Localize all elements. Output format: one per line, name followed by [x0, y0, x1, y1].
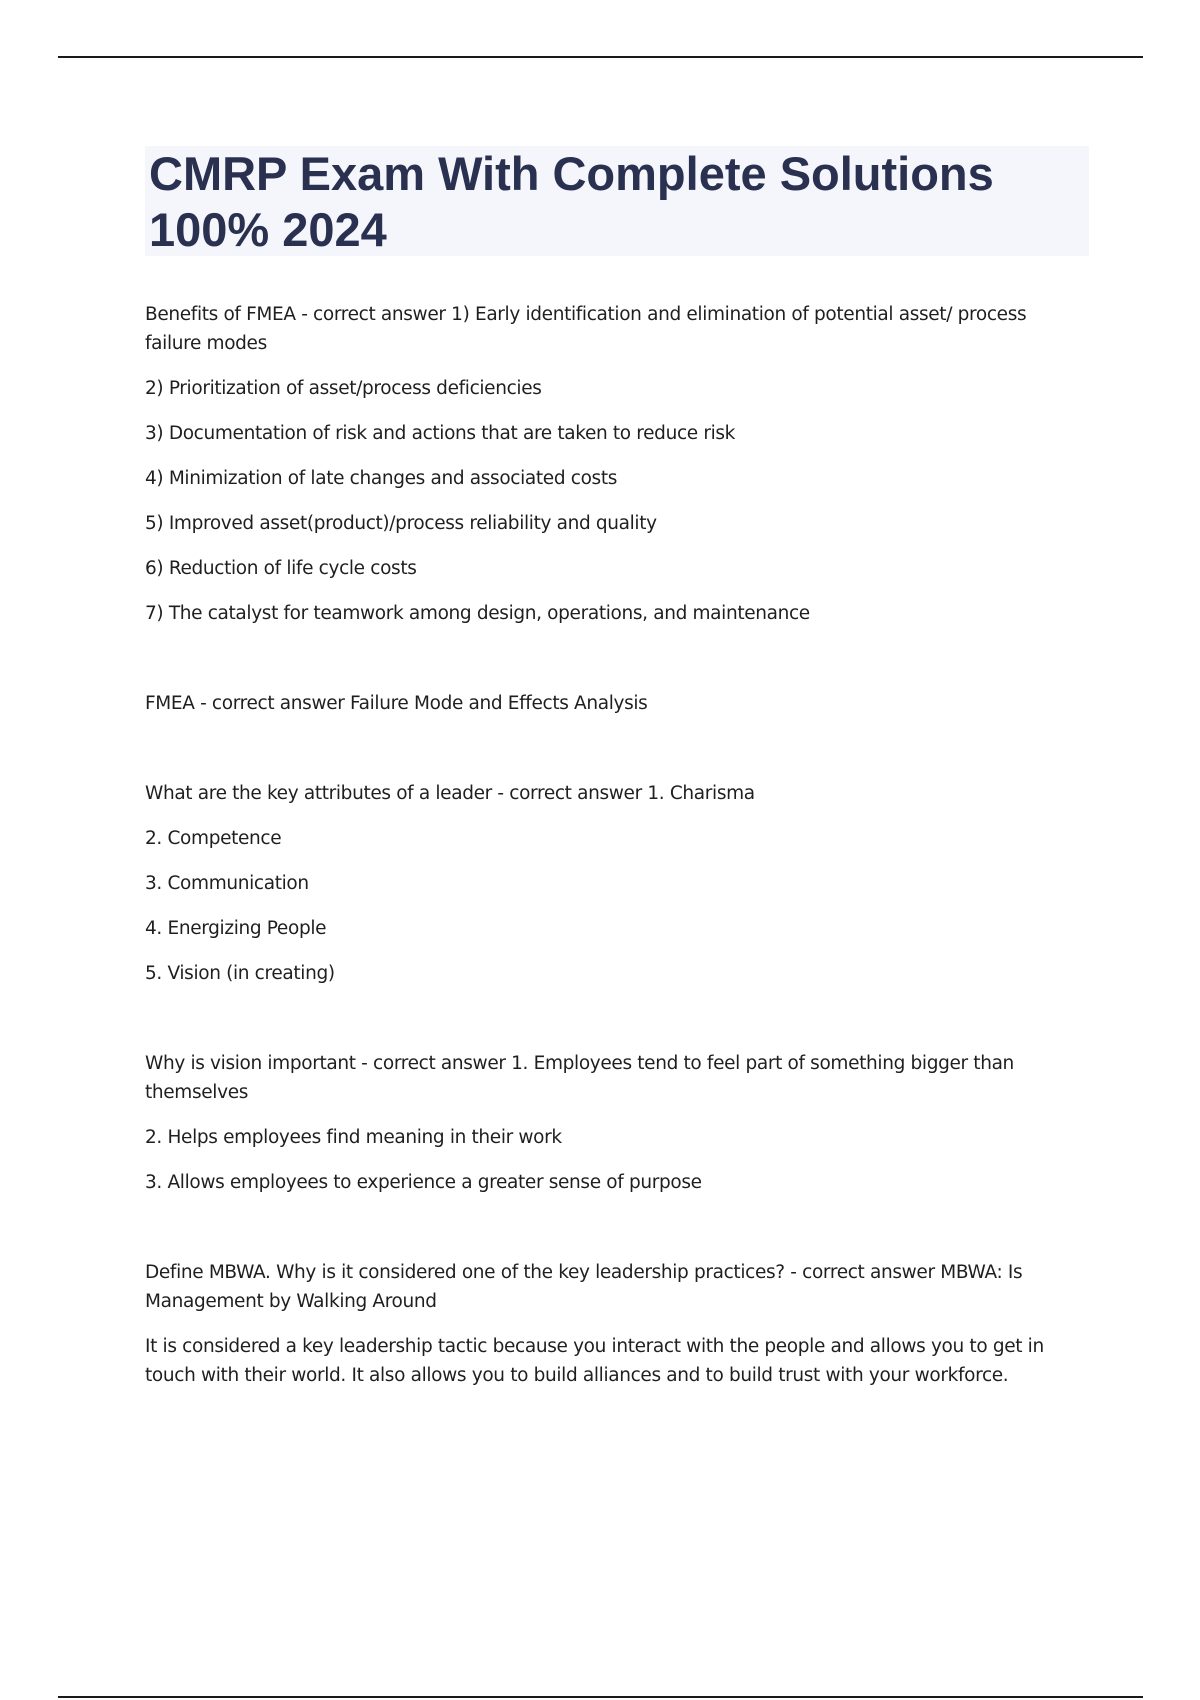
qa-line: 7) The catalyst for teamwork among design, operations, and maintenance: [145, 603, 810, 624]
qa-line: What are the key attributes of a leader - correct answer 1. Charisma: [145, 783, 755, 804]
qa-line: Benefits of FMEA - correct answer 1) Early identification and elimination of potential asset/ process failure modes: [145, 304, 1027, 354]
qa-line: 4. Energizing People: [145, 918, 327, 939]
qa-block-leader-attributes: [145, 779, 1065, 988]
qa-line: 3. Allows employees to experience a greater sense of purpose: [145, 1172, 702, 1193]
qa-block-mbwa: [145, 1258, 1065, 1390]
bottom-rule: [58, 1696, 1143, 1698]
document-body: [145, 300, 1065, 1390]
qa-line: 2. Competence: [145, 828, 282, 849]
qa-line: 5. Vision (in creating): [145, 963, 335, 984]
qa-line: 5) Improved asset(product)/process reliability and quality: [145, 513, 657, 534]
qa-line: 2) Prioritization of asset/process deficiencies: [145, 378, 542, 399]
qa-line: 3) Documentation of risk and actions that are taken to reduce risk: [145, 423, 736, 444]
qa-block-vision-importance: [145, 1049, 1065, 1197]
qa-line: 2. Helps employees find meaning in their work: [145, 1127, 562, 1148]
top-rule: [58, 56, 1143, 58]
qa-line: 4) Minimization of late changes and associated costs: [145, 468, 618, 489]
qa-line: Define MBWA. Why is it considered one of the key leadership practices? - correct answer MBWA: Is Management by Walking Around: [145, 1262, 1023, 1312]
title-banner: [145, 146, 1089, 256]
qa-line: 3. Communication: [145, 873, 309, 894]
qa-block-fmea-benefits: [145, 300, 1065, 628]
qa-block-fmea-definition: [145, 689, 1065, 718]
qa-line: 6) Reduction of life cycle costs: [145, 558, 417, 579]
document-title: CMRP Exam With Complete Solutions 100% 2024: [149, 147, 994, 256]
qa-line: Why is vision important - correct answer 1. Employees tend to feel part of something bigger than themselves: [145, 1053, 1014, 1103]
qa-line: It is considered a key leadership tactic because you interact with the people and allows you to get in touch with their world. It also allows you to build alliances and to build trust with your workforce.: [145, 1336, 1044, 1386]
qa-line: FMEA - correct answer Failure Mode and Effects Analysis: [145, 693, 648, 714]
